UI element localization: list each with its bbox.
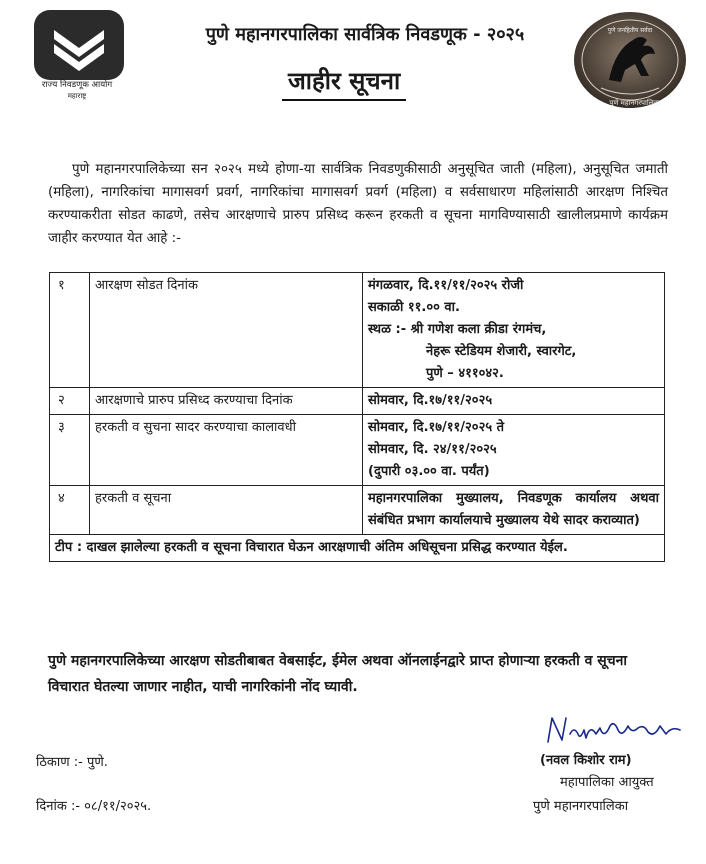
notice-heading: जाहीर सूचना [282, 64, 406, 101]
row-value: महानगरपालिका मुख्यालय, निवडणूक कार्यालय अथवा संबंधित प्रभाग कार्यालयाचे मुख्यालय येथे सादर कराव्यात) [363, 486, 665, 535]
place: ठिकाण :- पुणे. [36, 755, 108, 770]
row-value [363, 388, 665, 415]
intro-paragraph: पुणे महानगरपालिकेच्या सन २०२५ मध्ये होणा-या सार्वत्रिक निवडणुकीसाठी अनुसूचित जाती (महिला), अनुसूचित जमाती (महिला), नागरिकांचा मागासवर्ग प्रवर्ग, नागरिकांचा मागासवर्ग प्रवर्ग (महिला) व सर्वसाधारण महिलांसाठी आरक्षण निश्चित करण्याकरीता सोडत काढणे, तसेच आरक्षणाचे प्रारुप प्रसिध्द करून हरकती व सूचना मागविण्यासाठी खालीलप्रमाणे कार्यक्रम जाहीर करण्यात येत आहे :- [48, 162, 668, 246]
table-note-row [50, 535, 665, 562]
value-line: सकाळी ११.०० वा. [368, 300, 460, 315]
value-line: (दुपारी ०३.०० वा. पर्यंत) [368, 464, 490, 479]
table-row [50, 486, 665, 535]
schedule-table [49, 272, 665, 562]
signature [540, 712, 690, 748]
signer-name: (नवल किशोर राम) [540, 753, 632, 768]
row-item: हरकती व सुचना सादर करण्याचा कालावधी [90, 415, 363, 486]
row-item: हरकती व सूचना [90, 486, 363, 535]
row-value [363, 415, 665, 486]
row-value [363, 273, 665, 388]
logo-caption [22, 80, 132, 102]
row-number: २ [50, 388, 90, 415]
page-title: पुणे महानगरपालिका सार्वत्रिक निवडणूक - २०२५ [205, 24, 525, 45]
logo-caption-line2: महाराष्ट्र [67, 92, 87, 100]
pmc-seal-logo [571, 10, 689, 114]
bold-notice: पुणे महानगरपालिकेच्या आरक्षण सोडतीबाबत वेबसाईट, ईमेल अथवा ऑनलाईनद्वारे प्राप्त होणाऱ्या हरकती व सूचना विचारात घेतल्या जाणार नाहीत, याची नागरिकांनी नोंद घ्यावी. [48, 653, 628, 695]
seal-top-text: पुणे जनहितीय सर्वदा [607, 27, 653, 34]
value-line: सोमवार, दि. २४/११/२०२५ [368, 442, 497, 457]
issue-date: दिनांक :- ०८/११/२०२५. [36, 799, 152, 814]
value-line: मंगळवार, दि.११/११/२०२५ रोजी [368, 278, 524, 293]
row-number: ४ [50, 486, 90, 535]
row-number: ३ [50, 415, 90, 486]
table-note: टीप : दाखल झालेल्या हरकती व सूचना विचारात घेऊन आरक्षणाची अंतिम अधिसूचना प्रसिद्ध करण्यात येईल. [50, 535, 665, 562]
row-item: आरक्षणाचे प्रारुप प्रसिध्द करण्याचा दिनांक [90, 388, 363, 415]
value-line: पुणे – ४११०४२. [426, 366, 504, 381]
signer-title: महापालिका आयुक्त [560, 775, 654, 790]
table-row [50, 388, 665, 415]
logo-caption-line1: राज्य निवडणूक आयोग [41, 80, 113, 90]
table-row [50, 415, 665, 486]
row-number: १ [50, 273, 90, 388]
value-line: नेहरू स्टेडियम शेजारी, स्वारगेट, [426, 344, 577, 359]
row-item: आरक्षण सोडत दिनांक [90, 273, 363, 388]
seal-text: पुणे महानगरपालिका [609, 99, 661, 107]
value-line: सोमवार, दि.१७/११/२०२५ [368, 393, 493, 408]
signer-organization: पुणे महानगरपालिका [533, 799, 629, 814]
table-row [50, 273, 665, 388]
value-line: सोमवार, दि.१७/११/२०२५ ते [368, 420, 505, 435]
value-line: स्थळ :- श्री गणेश कला क्रीडा रंगमंच, [368, 322, 547, 337]
